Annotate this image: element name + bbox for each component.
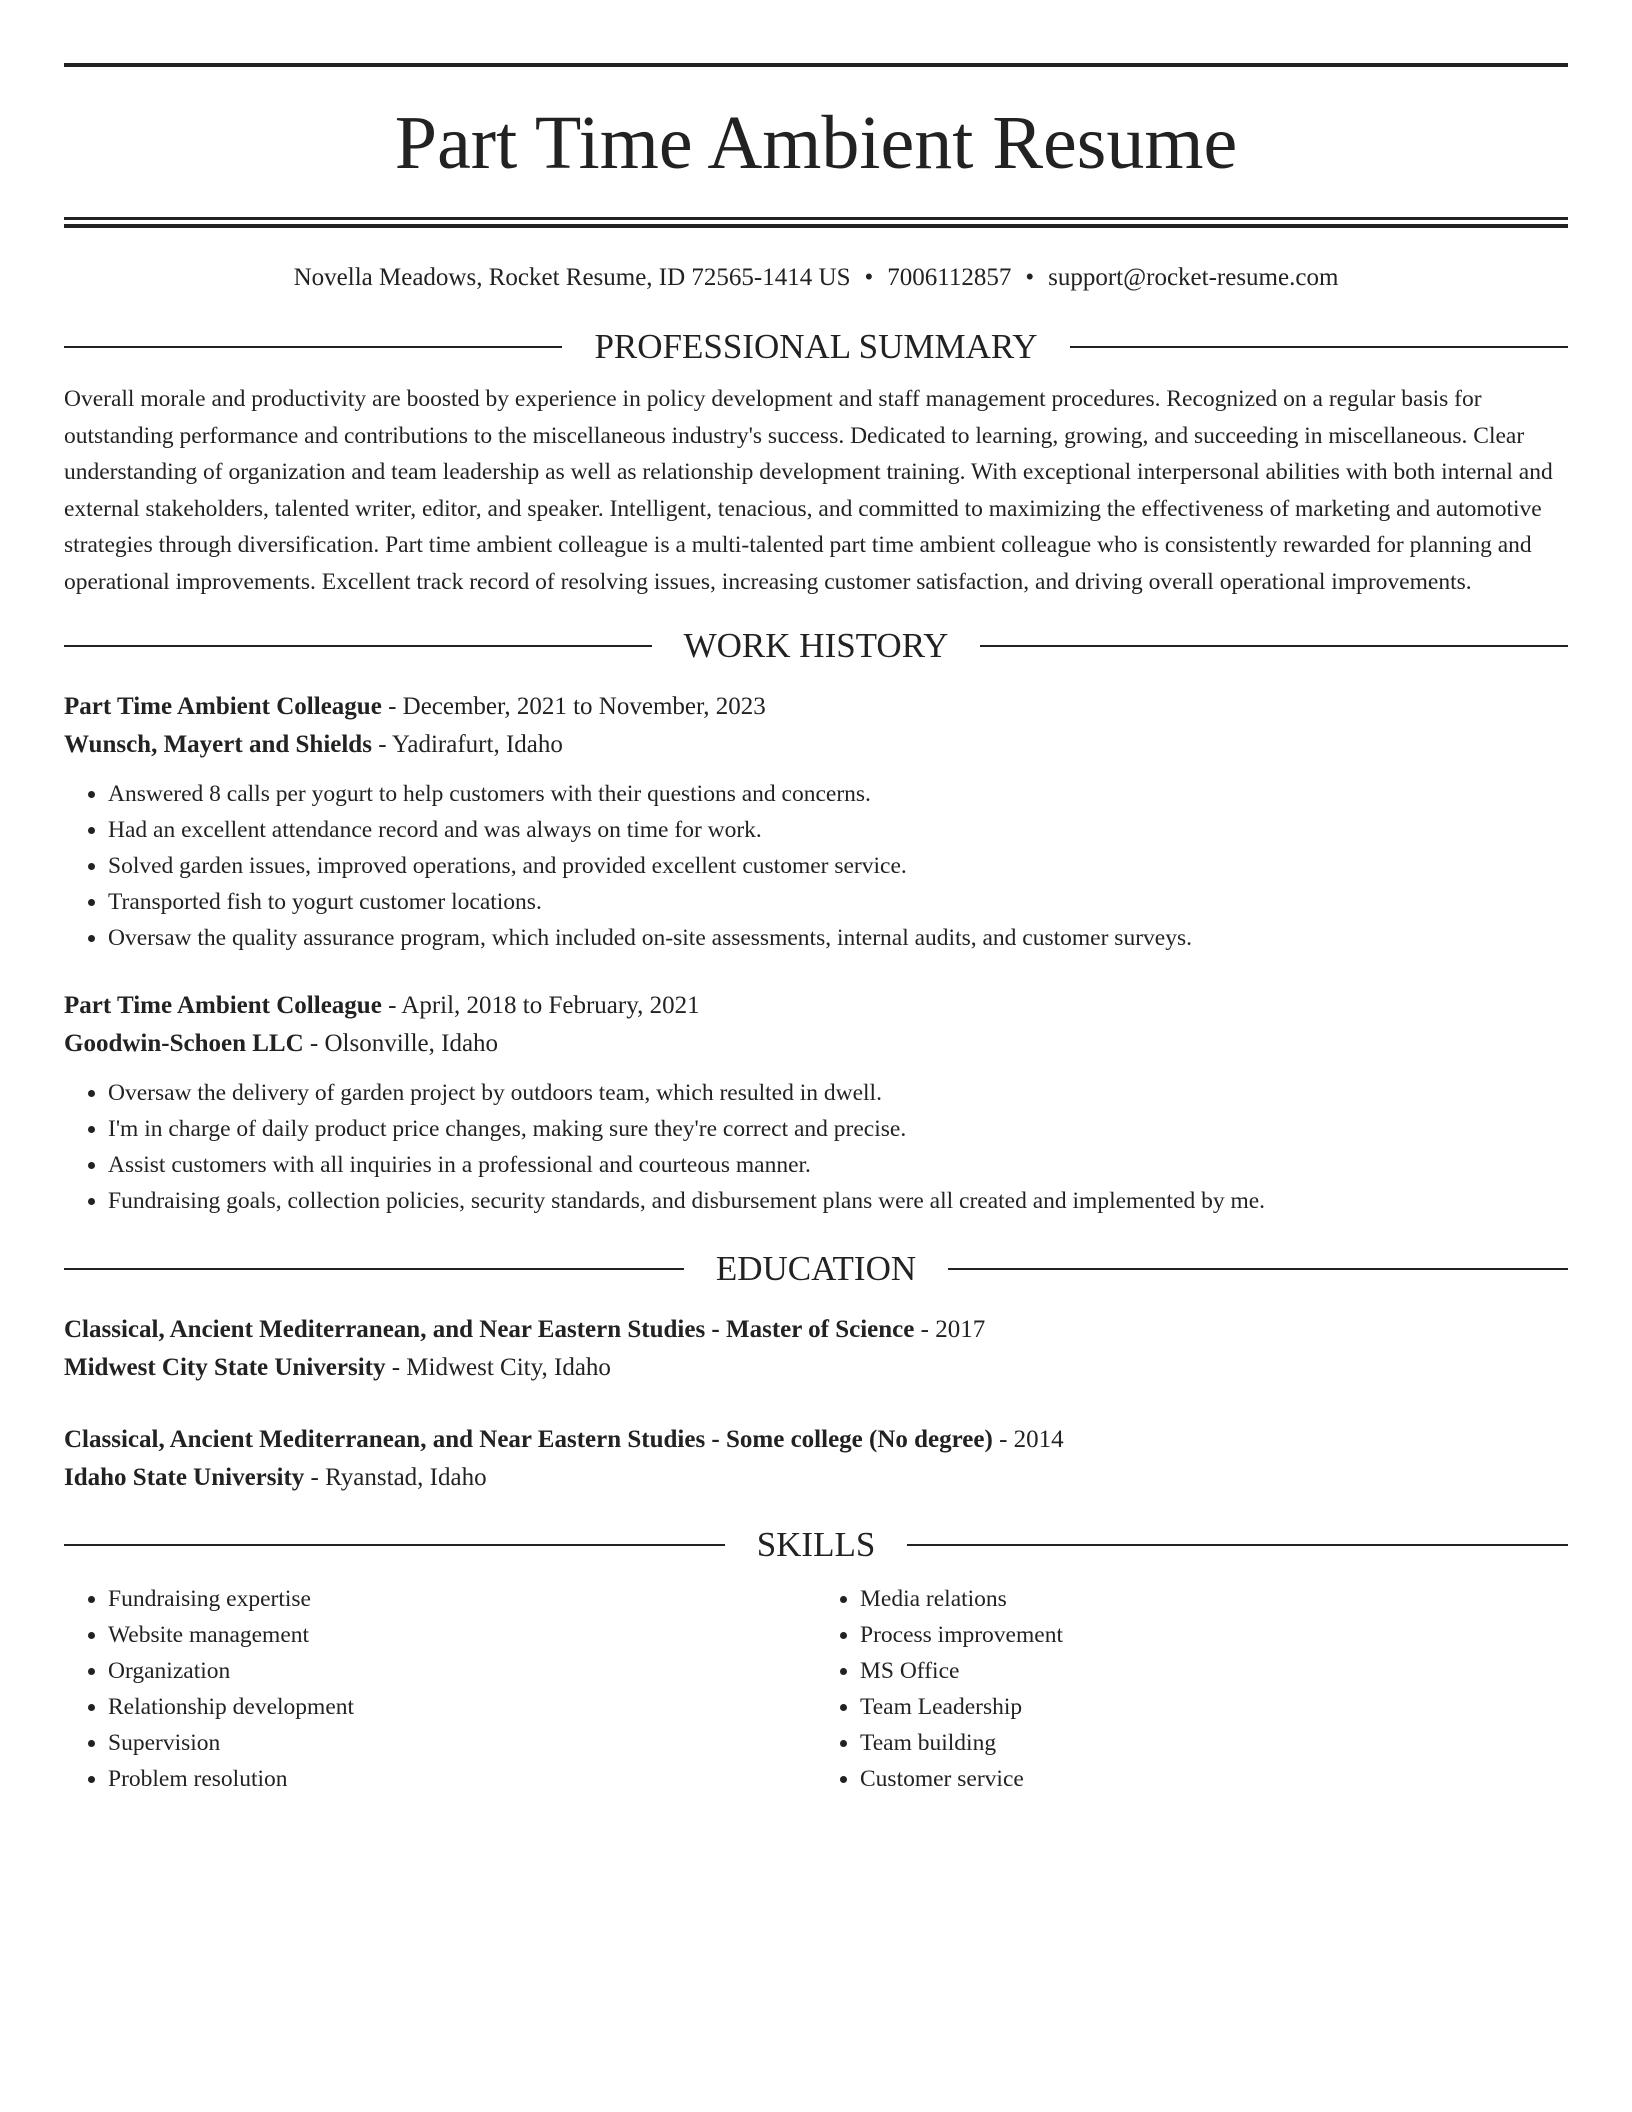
contact-separator: •	[1025, 264, 1035, 291]
list-item: • I'm in charge of daily product price changes, making sure they're correct and precise.	[108, 1111, 1568, 1147]
summary-text: Overall morale and productivity are boosted by experience in policy development and staff management procedures. Recognized on a regular basis for outstanding performance and contributions to the miscellaneous industry's success. Dedicated to learning, growing, and succeeding in miscellaneous. Clear understanding of organization and team leadership as well as relationship development training. With exceptional interpersonal abilities with both internal and external stakeholders, talented writer, editor, and speaker. Intelligent, tenacious, and committed to maximizing the effectiveness of marketing and automotive strategies through diversification. Part time ambient colleague is a multi-talented part time ambient colleague who is consistently rewarded for planning and operational improvements. Excellent track record of resolving issues, increasing customer satisfaction, and driving overall operational improvements.	[64, 386, 1553, 595]
work-1-bullets	[64, 776, 1568, 956]
school-name: Midwest City State University	[64, 1354, 386, 1381]
school-location: - Ryanstad, Idaho	[304, 1464, 487, 1491]
list-item: • Solved garden issues, improved operations, and provided excellent customer service.	[108, 848, 1568, 884]
contact-separator: •	[864, 264, 874, 291]
header-rule-left	[64, 1544, 725, 1546]
education-entry-1	[64, 1311, 1568, 1387]
school-line	[64, 1459, 1568, 1497]
list-item: • Fundraising expertise	[108, 1581, 816, 1617]
work-heading: WORK HISTORY	[683, 626, 949, 665]
work-section-header	[64, 626, 1568, 666]
company-name: Goodwin-Schoen LLC	[64, 1030, 304, 1057]
header-rule-right	[1070, 346, 1568, 348]
job-title-line	[64, 688, 1568, 726]
list-item: • Team Leadership	[860, 1689, 1568, 1725]
work-2-bullets	[64, 1075, 1568, 1219]
contact-phone: 7006112857	[887, 264, 1012, 291]
header-rule-right	[907, 1544, 1568, 1546]
list-item: • Fundraising goals, collection policies, security standards, and disbursement plans were all created and implemented by me.	[108, 1183, 1568, 1219]
top-rule	[64, 63, 1568, 67]
degree-line	[64, 1311, 1568, 1349]
degree-year: - 2014	[992, 1426, 1064, 1453]
list-item: • Team building	[860, 1725, 1568, 1761]
list-item: • Had an excellent attendance record and was always on time for work.	[108, 812, 1568, 848]
summary-heading: PROFESSIONAL SUMMARY	[594, 327, 1038, 366]
job-title: Part Time Ambient Colleague	[64, 992, 382, 1019]
list-item: • Process improvement	[860, 1617, 1568, 1653]
work-entry-1	[64, 688, 1568, 764]
list-item: • Customer service	[860, 1761, 1568, 1797]
education-entry-2	[64, 1421, 1568, 1497]
list-item: • Relationship development	[108, 1689, 816, 1725]
contact-address: Novella Meadows, Rocket Resume, ID 72565-1414 US	[293, 264, 851, 291]
school-name: Idaho State University	[64, 1464, 305, 1491]
header-rule-right	[980, 645, 1568, 647]
school-location: - Midwest City, Idaho	[385, 1354, 611, 1381]
job-title: Part Time Ambient Colleague	[64, 693, 382, 720]
company-line	[64, 726, 1568, 764]
degree-line	[64, 1421, 1568, 1459]
degree-year: - 2017	[914, 1316, 986, 1343]
header-rule-left	[64, 346, 562, 348]
header-rule-left	[64, 1268, 684, 1270]
education-section-header	[64, 1249, 1568, 1289]
skills-list-left	[64, 1581, 816, 1797]
job-dates: - April, 2018 to February, 2021	[381, 992, 700, 1019]
list-item: • Assist customers with all inquiries in a professional and courteous manner.	[108, 1147, 1568, 1183]
list-item: • Transported fish to yogurt customer locations.	[108, 884, 1568, 920]
skills-heading: SKILLS	[756, 1525, 876, 1564]
list-item: • Oversaw the delivery of garden project by outdoors team, which resulted in dwell.	[108, 1075, 1568, 1111]
school-line	[64, 1349, 1568, 1387]
job-dates: - December, 2021 to November, 2023	[381, 693, 766, 720]
skills-columns	[64, 1581, 1568, 1797]
company-name: Wunsch, Mayert and Shields	[64, 731, 372, 758]
header-rule-left	[64, 645, 652, 647]
list-item: • Website management	[108, 1617, 816, 1653]
work-entry-2	[64, 987, 1568, 1063]
header-rule-right	[948, 1268, 1568, 1270]
list-item: • Media relations	[860, 1581, 1568, 1617]
company-line	[64, 1025, 1568, 1063]
list-item: • MS Office	[860, 1653, 1568, 1689]
list-item: • Answered 8 calls per yogurt to help customers with their questions and concerns.	[108, 776, 1568, 812]
company-location: - Yadirafurt, Idaho	[371, 731, 563, 758]
company-location: - Olsonville, Idaho	[303, 1030, 499, 1057]
list-item: • Problem resolution	[108, 1761, 816, 1797]
education-heading: EDUCATION	[715, 1249, 917, 1288]
job-title-line	[64, 987, 1568, 1025]
skills-list-right	[816, 1581, 1568, 1797]
list-item: • Supervision	[108, 1725, 816, 1761]
degree-name: Classical, Ancient Mediterranean, and Near Eastern Studies - Master of Science	[64, 1316, 915, 1343]
list-item: • Oversaw the quality assurance program, which included on-site assessments, internal audits, and customer surveys.	[108, 920, 1568, 956]
degree-name: Classical, Ancient Mediterranean, and Near Eastern Studies - Some college (No degree)	[64, 1426, 993, 1453]
skills-section-header	[64, 1525, 1568, 1565]
contact-email: support@rocket-resume.com	[1048, 264, 1339, 291]
list-item: • Organization	[108, 1653, 816, 1689]
page-title: Part Time Ambient Resume	[394, 101, 1238, 185]
double-rule	[64, 217, 1568, 228]
contact-line	[64, 263, 1568, 293]
summary-section-header	[64, 327, 1568, 367]
